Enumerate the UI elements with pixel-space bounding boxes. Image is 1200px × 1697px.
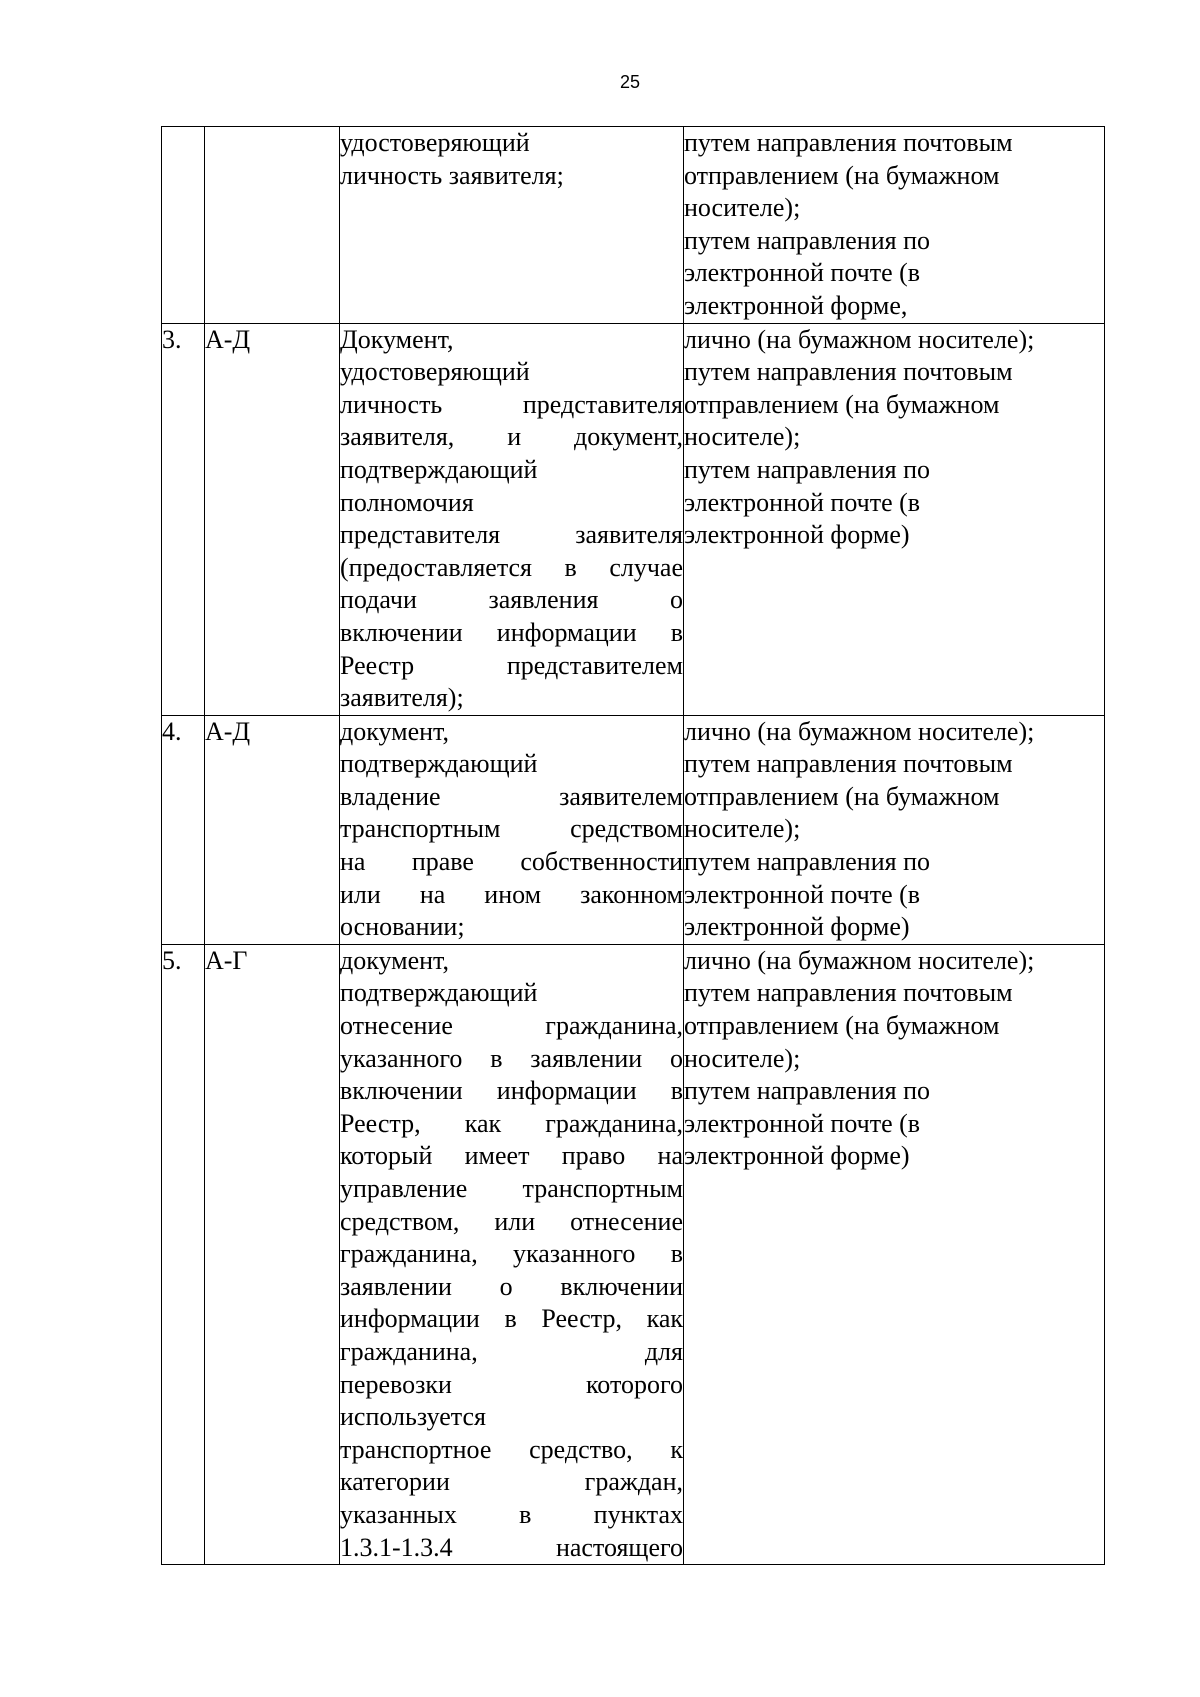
table-row	[162, 944, 1105, 1564]
document-text-line: документ,	[340, 716, 449, 746]
document-text-line: подтверждающий	[340, 454, 538, 484]
document-text-line: отнесение гражданина,	[340, 1011, 683, 1041]
document-text-line: подачи заявления о	[340, 585, 683, 615]
document-text-line: заявителя, и документ,	[340, 422, 683, 452]
document-text-line: удостоверяющий	[340, 128, 530, 157]
submission-method-line: отправлением (на бумажном	[684, 1011, 1000, 1041]
document-text-line: представителя заявителя	[340, 520, 683, 550]
document-text-line: 1.3.1-1.3.4 настоящего	[340, 1532, 683, 1562]
document-text-line: личность представителя	[340, 389, 683, 419]
submission-method-cell	[684, 715, 1105, 944]
submission-method-line: отправлением (на бумажном	[684, 160, 1000, 190]
document-text-line: (предоставляется в случае	[340, 552, 683, 582]
document-text-line: личность заявителя;	[340, 160, 564, 190]
row-number-cell: 4.	[162, 715, 205, 944]
document-text-line: указанных в пунктах	[340, 1499, 683, 1529]
submission-method-line: носителе);	[684, 422, 801, 452]
table-row	[162, 323, 1105, 715]
submission-method-cell	[684, 323, 1105, 715]
submission-method-cell	[684, 127, 1105, 324]
table-row	[162, 715, 1105, 944]
submission-method-line: путем направления почтовым	[684, 978, 1013, 1008]
row-number-cell: 3.	[162, 323, 205, 715]
document-description-cell	[340, 323, 684, 715]
submission-method-line: электронной форме,	[684, 290, 908, 320]
document-text-line: транспортным средством	[340, 814, 683, 844]
row-number-cell: 5.	[162, 944, 205, 1564]
submission-method-line: путем направления по	[684, 225, 930, 255]
document-text-line: категории граждан,	[340, 1467, 683, 1497]
documents-table	[161, 126, 1105, 1565]
submission-method-line: лично (на бумажном носителе);	[684, 716, 1035, 746]
document-text-line: транспортное средство, к	[340, 1434, 683, 1464]
submission-method-cell	[684, 944, 1105, 1564]
document-text-line: подтверждающий	[340, 978, 538, 1008]
document-text-line: используется	[340, 1402, 486, 1432]
document-text-line: информации в Реестр, как	[340, 1304, 683, 1334]
document-text-line: указанного в заявлении о	[340, 1043, 683, 1073]
document-text-line: перевозки которого	[340, 1369, 683, 1399]
document-text-line: Документ,	[340, 324, 454, 354]
document-text-line: основании;	[340, 912, 465, 942]
table-body	[162, 127, 1105, 1565]
document-text-line: заявителя);	[340, 683, 464, 713]
submission-method-line: путем направления по	[684, 1076, 930, 1106]
submission-method-line: электронной почте (в	[684, 487, 921, 517]
document-text-line: подтверждающий	[340, 749, 538, 779]
submission-method-line: путем направления почтовым	[684, 749, 1013, 779]
document-text-line: на праве собственности	[340, 847, 683, 877]
submission-method-line: путем направления почтовым	[684, 128, 1013, 157]
document-text-line: включении информации в	[340, 1076, 683, 1106]
submission-method-line: отправлением (на бумажном	[684, 389, 1000, 419]
document-text-line: гражданина, для	[340, 1336, 683, 1366]
document-description-cell	[340, 127, 684, 324]
document-text-line: удостоверяющий	[340, 357, 530, 387]
document-description-cell	[340, 715, 684, 944]
document-description-cell	[340, 944, 684, 1564]
document-text-line: полномочия	[340, 487, 474, 517]
document-text-line: который имеет право на	[340, 1141, 683, 1171]
submission-method-line: отправлением (на бумажном	[684, 781, 1000, 811]
document-text-line: Реестр, как гражданина,	[340, 1108, 683, 1138]
submission-method-line: носителе);	[684, 814, 801, 844]
submission-method-line: электронной почте (в	[684, 258, 921, 288]
applicant-group-cell: А-Д	[205, 715, 340, 944]
submission-method-line: электронной почте (в	[684, 1108, 921, 1138]
document-text-line: гражданина, указанного в	[340, 1239, 683, 1269]
document-text-line: включении информации в	[340, 617, 683, 647]
applicant-group-cell: А-Г	[205, 944, 340, 1564]
submission-method-line: путем направления по	[684, 454, 930, 484]
document-text-line: владение заявителем	[340, 781, 683, 811]
submission-method-line: электронной форме)	[684, 520, 910, 550]
submission-method-line: лично (на бумажном носителе);	[684, 945, 1035, 975]
row-number-cell	[162, 127, 205, 324]
document-text-line: заявлении о включении	[340, 1271, 683, 1301]
document-text-line: управление транспортным	[340, 1174, 683, 1203]
document-text-line: Реестр представителем	[340, 650, 683, 680]
submission-method-line: носителе);	[684, 1043, 801, 1073]
document-text-line: или на ином законном	[340, 879, 683, 909]
submission-method-line: лично (на бумажном носителе);	[684, 324, 1035, 354]
submission-method-line: носителе);	[684, 193, 801, 223]
document-text-line: документ,	[340, 945, 449, 975]
document-text-line: средством, или отнесение	[340, 1206, 683, 1236]
page-number: 25	[619, 72, 641, 92]
submission-method-line: путем направления почтовым	[684, 357, 1013, 387]
submission-method-line: электронной форме)	[684, 912, 910, 942]
applicant-group-cell: А-Д	[205, 323, 340, 715]
applicant-group-cell	[205, 127, 340, 324]
submission-method-line: путем направления по	[684, 847, 930, 877]
submission-method-line: электронной почте (в	[684, 879, 921, 909]
table-row	[162, 127, 1105, 324]
submission-method-line: электронной форме)	[684, 1141, 910, 1171]
